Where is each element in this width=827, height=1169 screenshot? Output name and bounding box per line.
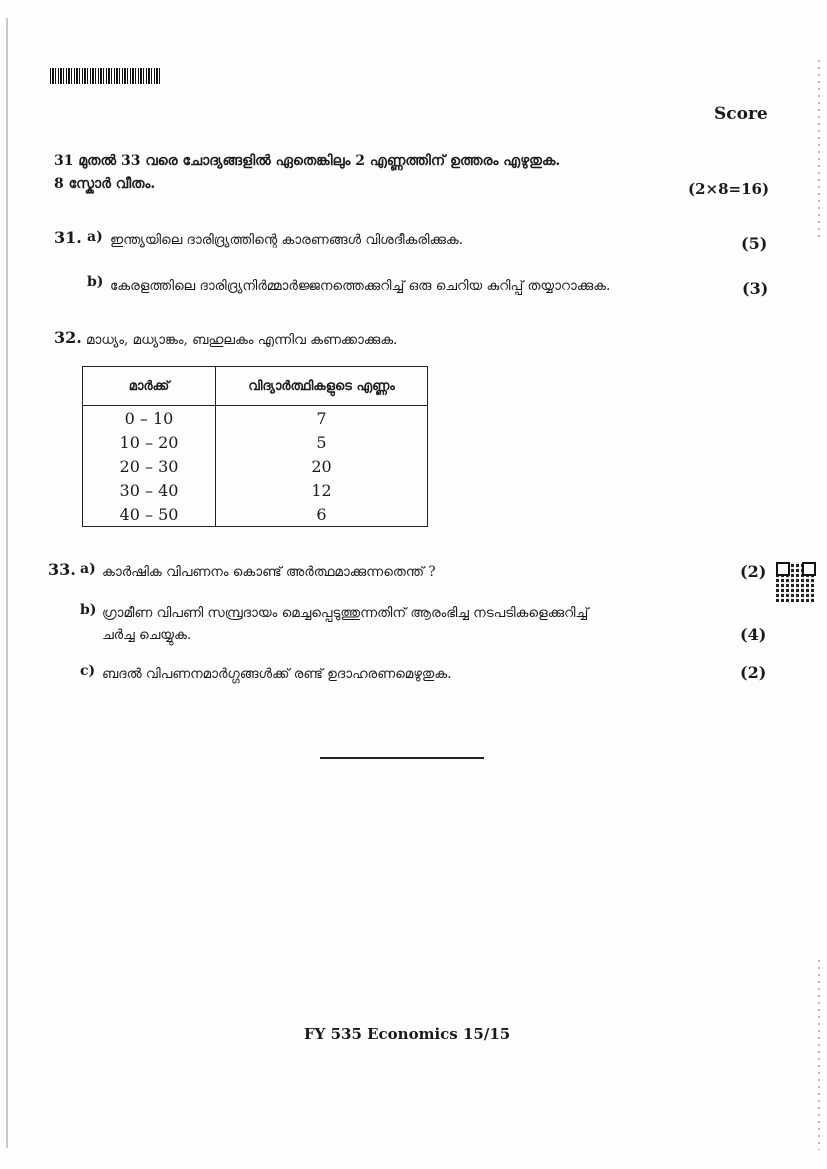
table-cell-frequency: 5	[216, 430, 428, 454]
table-header-marks: മാർക്ക്	[83, 367, 216, 406]
table-row	[83, 406, 428, 431]
question-33-number: 33.	[48, 560, 76, 579]
question-31b-marks: (3)	[742, 279, 769, 298]
question-31b-text: കേരളത്തിലെ ദാരിദ്ര്യനിർമ്മാർജ്ജനത്തെക്കുറിച്ച് ഒരു ചെറിയ കുറിപ്പ് തയ്യാറാക്കുക.	[110, 278, 611, 294]
end-rule	[320, 757, 484, 759]
table-cell-class: 30 – 40	[83, 478, 216, 502]
instructions-line-1: 31 മുതൽ 33 വരെ ചോദ്യങ്ങളിൽ ഏതെങ്കിലും 2 എണ്ണത്തിന് ഉത്തരം എഴുതുക.	[54, 153, 561, 169]
table-cell-frequency: 20	[216, 454, 428, 478]
frequency-table	[82, 366, 428, 527]
question-33b-label: b)	[80, 602, 97, 618]
table-cell-class: 20 – 30	[83, 454, 216, 478]
table-row	[83, 478, 428, 502]
question-33c-marks: (2)	[740, 663, 767, 682]
instructions-line-2: 8 സ്കോർ വീതം.	[54, 176, 156, 192]
edge-dots-bottom	[818, 960, 820, 1150]
table-header-students: വിദ്യാർത്ഥികളുടെ എണ്ണം	[216, 367, 428, 406]
instructions-marks: (2×8=16)	[688, 180, 770, 198]
table-cell-class: 40 – 50	[83, 502, 216, 527]
table-cell-class: 10 – 20	[83, 430, 216, 454]
question-32-text: മാധ്യം, മധ്യാങ്കം, ബഹുലകം എന്നിവ കണക്കാക്കുക.	[86, 332, 398, 348]
table-cell-frequency: 6	[216, 502, 428, 527]
question-31-number: 31.	[54, 228, 82, 247]
question-31b-label: b)	[87, 274, 104, 290]
edge-dots-top	[818, 60, 820, 240]
table-header-row	[83, 367, 428, 406]
barcode	[50, 68, 160, 84]
table-row	[83, 502, 428, 527]
question-33c-label: c)	[80, 663, 96, 679]
question-33a-marks: (2)	[740, 562, 767, 581]
table-cell-class: 0 – 10	[83, 406, 216, 431]
table-row	[83, 430, 428, 454]
table-cell-frequency: 7	[216, 406, 428, 431]
question-31a-label: a)	[87, 229, 103, 245]
question-33a-label: a)	[80, 561, 96, 577]
page-edge	[6, 18, 8, 1148]
score-label: Score	[714, 104, 768, 124]
question-33b-marks: (4)	[740, 625, 767, 644]
question-32-number: 32.	[54, 328, 82, 347]
table-cell-frequency: 12	[216, 478, 428, 502]
qr-code	[776, 562, 816, 602]
instructions	[54, 150, 694, 196]
question-31a-marks: (5)	[741, 234, 768, 253]
question-33c-text: ബദൽ വിപണനമാർഗ്ഗങ്ങൾക്ക് രണ്ട് ഉദാഹരണമെഴുതുക.	[102, 666, 452, 682]
question-33a-text: കാർഷിക വിപണനം കൊണ്ട് അർത്ഥമാക്കുന്നതെന്ത് ?	[102, 564, 436, 580]
question-31a-text: ഇന്ത്യയിലെ ദാരിദ്ര്യത്തിന്റെ കാരണങ്ങൾ വിശദീകരിക്കുക.	[110, 232, 464, 248]
question-33b-text-line-2: ചർച്ച ചെയ്യുക.	[102, 627, 192, 643]
question-33b-text-line-1: ഗ്രാമീണ വിപണി സമ്പ്രദായം മെച്ചപ്പെടുത്തുന്നതിന് ആരംഭിച്ച നടപടികളെക്കുറിച്ച്	[102, 605, 589, 621]
footer-code: FY 535 Economics 15/15	[304, 1025, 511, 1043]
table-row	[83, 454, 428, 478]
